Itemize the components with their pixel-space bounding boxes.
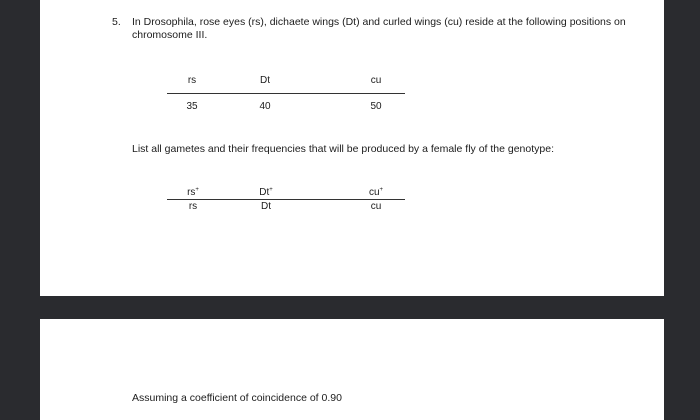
allele-dt: Dt xyxy=(261,201,271,212)
document-page-1 xyxy=(40,0,664,296)
position-rs: 35 xyxy=(186,101,198,112)
coincidence-text: Assuming a coefficient of coincidence of 0.90 xyxy=(132,392,342,404)
question-text: In Drosophila, rose eyes (rs), dichaete wings (Dt) and curled wings (cu) reside at the following positions on chromosome III. xyxy=(132,16,626,41)
allele-rs-plus: rs+ xyxy=(187,187,199,198)
question-number: 5. xyxy=(112,16,121,28)
gene-label-cu: cu xyxy=(370,75,382,86)
table-divider xyxy=(167,93,405,94)
list-prompt: List all gametes and their frequencies that will be produced by a female fly of the genotype: xyxy=(132,143,554,155)
chromosome-divider xyxy=(167,199,405,200)
allele-rs: rs xyxy=(188,201,198,212)
gene-label-rs: rs xyxy=(187,75,197,86)
gene-label-dt: Dt xyxy=(260,75,270,86)
position-cu: 50 xyxy=(370,101,382,112)
allele-cu: cu xyxy=(370,201,382,212)
allele-cu-plus: cu+ xyxy=(368,187,384,198)
document-page-2 xyxy=(40,319,664,420)
position-dt: 40 xyxy=(259,101,271,112)
allele-dt-plus: Dt+ xyxy=(259,187,273,198)
